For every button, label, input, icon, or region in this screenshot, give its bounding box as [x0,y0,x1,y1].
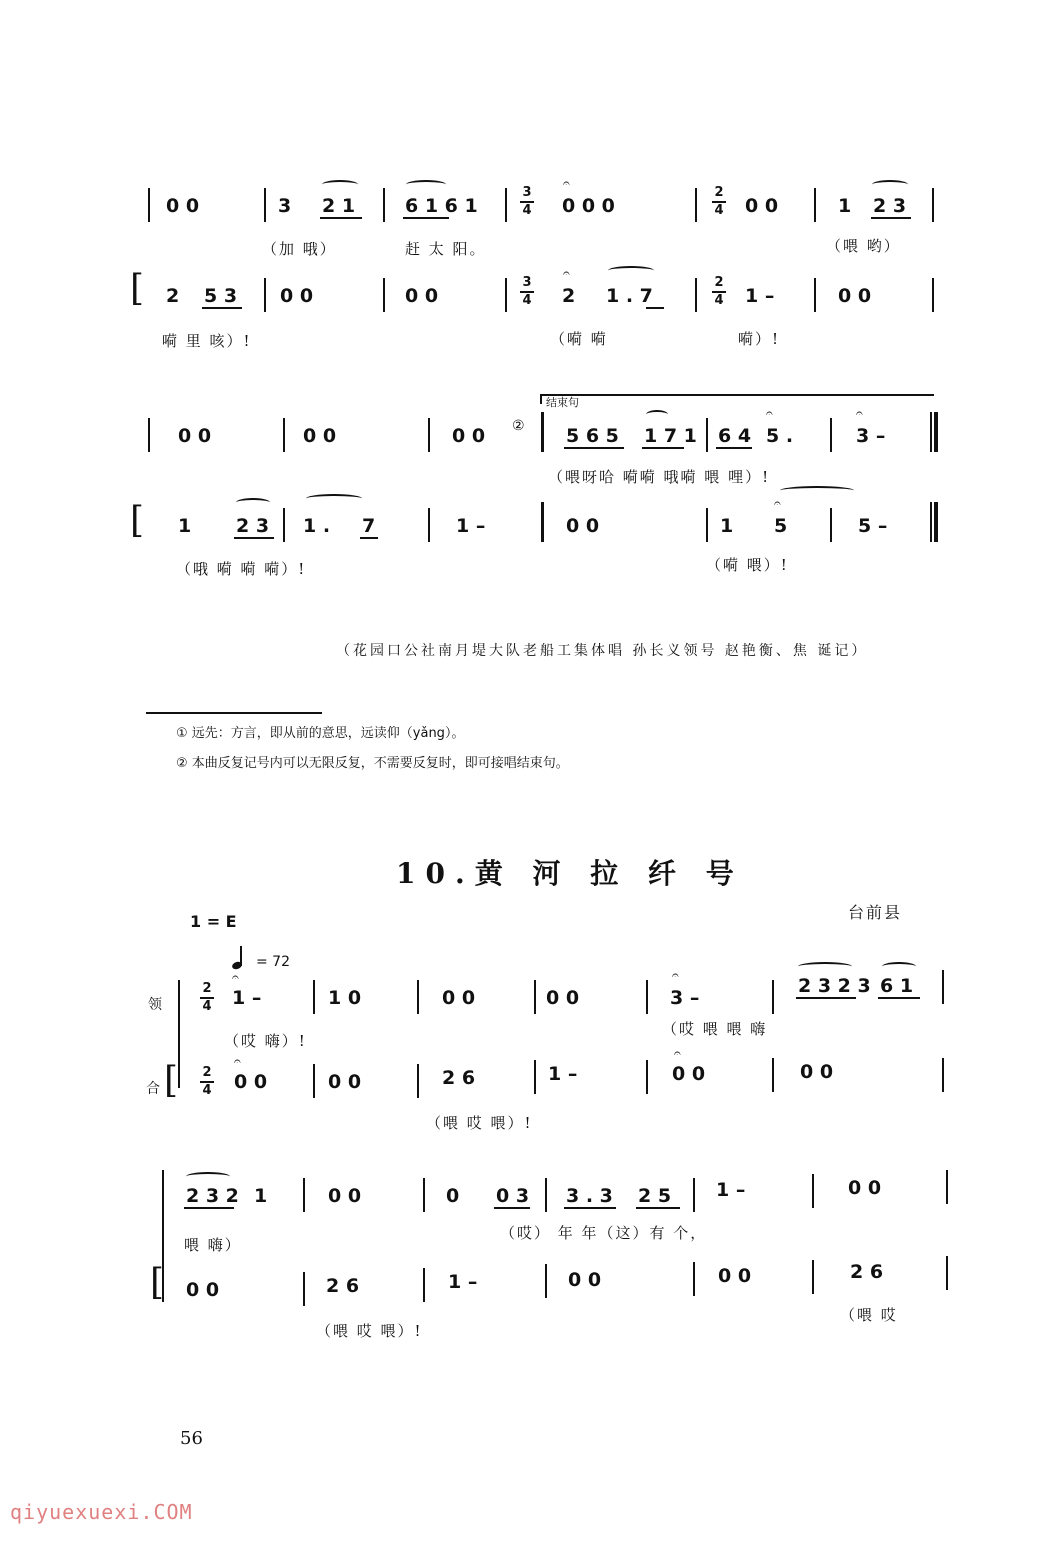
fermata-icon: 𝄐 [674,1046,681,1060]
note-group: 1 0 [328,987,362,1009]
slur [608,266,654,275]
barline [383,188,385,222]
system-bracket: [ [150,1262,165,1303]
barline [148,188,150,222]
note-group: 1 – [232,987,262,1009]
repeat-barline [541,412,544,452]
note-group: 1 [838,195,852,217]
barline [695,188,697,222]
lyric-line: 嗬）! [738,330,781,348]
note-group: 1 – [456,515,486,537]
note-group: 0 0 [303,425,337,447]
note-group: 1 [720,515,734,537]
lyric-line: 喂 嗨） [184,1236,242,1254]
song-origin-county: 台前县 [848,903,903,922]
lyric-line: （喂 哎 喂）! [316,1322,423,1340]
note-group: 3 – [670,987,700,1009]
note-group: 1 [254,1185,268,1207]
part-label-lead: 领 [148,997,164,1013]
note-group: 0 0 [452,425,486,447]
part-label-chorus: 合 [146,1081,162,1097]
performer-credit: （花园口公社南月堤大队老船工集体唱 孙长义领号 赵艳衡、焦 诞记） [336,643,869,659]
lyric-line: （喂 哟） [826,237,901,255]
final-barline [934,412,938,452]
footnote-mark: ② [512,418,525,434]
note-group: 3 – [856,425,886,447]
note-group: 0 0 [405,285,439,307]
note-group: 2 3 [236,515,270,537]
note-group: 1 – [548,1063,578,1085]
note-group: 2 3 2 3 [798,975,871,997]
fermata-icon: 𝄐 [766,406,773,420]
fermata-icon: 𝄐 [856,406,863,420]
note-group: 0 0 [442,987,476,1009]
note-group: 0 0 [718,1265,752,1287]
note-group: 5 – [858,515,888,537]
note-group: 1 [178,515,192,537]
note-group: 2 3 2 [186,1185,239,1207]
system-brace [178,980,180,1088]
note-group: 6 1 6 1 [405,195,478,217]
slur [236,498,270,507]
lyric-line: （加 哦） [262,240,337,258]
note-group: 0 0 [280,285,314,307]
quarter-note-icon [232,946,242,970]
slur [322,180,358,189]
lyric-line: （哎） 年 年（这）有 个， [500,1224,708,1242]
time-signature: 2 4 [712,186,726,218]
note-group: 1 . [303,515,331,537]
slur [882,962,916,971]
note-group: 2 [166,285,180,307]
footnote-divider [146,712,322,714]
note-group: 2 6 [442,1067,476,1089]
note-group: 0 0 [848,1177,882,1199]
lyric-line: （嗬 喂）! [706,556,789,574]
note-group: 0 0 [838,285,872,307]
note-group: 3 . 3 [566,1185,613,1207]
note-group: 5 6 5 [566,425,619,447]
note-group: 6 1 [880,975,914,997]
note-group: 1 – [448,1271,478,1293]
note-group: 0 3 [496,1185,530,1207]
fermata-icon: 𝄐 [232,970,239,984]
ending-label: 结束句 [546,396,579,409]
note-group: 1 – [716,1179,746,1201]
note-group: 1 – [745,285,775,307]
note-group: 2 [562,285,576,307]
note-group: 6 4 [718,425,752,447]
fermata-icon: 𝄐 [672,968,679,982]
ending-bracket [540,394,934,396]
note-group: 2 1 [322,195,356,217]
time-signature: 2 4 [200,982,214,1014]
footnote-1: ① 远先：方言，即从前的意思，远读仰（yǎng）。 [176,726,465,741]
note-group: 0 0 [328,1185,362,1207]
fermata-icon: 𝄐 [563,266,570,280]
lyric-line: （哦 嗬 嗬 嗬）! [176,560,307,578]
slur [872,180,908,189]
page-number: 56 [180,1428,203,1449]
time-signature: 3 4 [520,186,534,218]
note-group: 0 0 [546,987,580,1009]
note-group: 1 7 1 [644,425,697,447]
slur [798,962,852,971]
time-signature: 3 4 [520,276,534,308]
barline [932,188,934,222]
fermata-icon: 𝄐 [774,496,781,510]
song-title: 10.黄 河 拉 纤 号 [396,857,744,890]
note-group: 5 3 [204,285,238,307]
lyric-line: 赶 太 阳。 [405,240,487,258]
lyric-line: （喂呀哈 嗬嗬 哦嗬 喂 哩）! [548,468,771,486]
note-group: 3 [278,195,292,217]
lyric-line: （哎 喂 喂 嗨 [662,1020,768,1038]
lyric-line: （嗬 嗬 [550,330,608,348]
fermata-icon: 𝄐 [234,1054,241,1068]
lyric-line: （哎 嗨）! [224,1032,307,1050]
time-signature: 2 4 [712,276,726,308]
slur [406,180,446,189]
note-group: 5 [774,515,788,537]
note-group: 0 0 [568,1269,602,1291]
barline [814,188,816,222]
note-group: 2 6 [326,1275,360,1297]
lyric-line: （喂 哎 [840,1306,898,1324]
note-group: 0 0 [672,1063,706,1085]
key-signature: 1 = E [190,912,237,931]
note-group: 0 0 [178,425,212,447]
note-group: 0 0 [328,1071,362,1093]
note-group: 7 [362,515,376,537]
site-watermark: qiyuexuexi.COM [10,1500,193,1524]
barline [264,188,266,222]
note-group: 0 0 [166,195,200,217]
note-group: 0 0 [745,195,779,217]
note-group: 0 [446,1185,460,1207]
fermata-icon: 𝄐 [563,176,570,190]
system-bracket: [ [130,268,145,309]
note-group: 2 3 [873,195,907,217]
note-group: 0 0 [566,515,600,537]
slur [306,494,362,503]
tempo-marking: = 72 [256,954,290,970]
slur [186,1172,230,1181]
note-group: 0 0 [800,1061,834,1083]
tie [780,486,854,495]
note-group: 0 0 0 [562,195,615,217]
lyric-line: 嗬 里 咳）! [162,332,252,350]
note-group: 1 . 7 [606,285,653,307]
note-group: 0 0 [186,1279,220,1301]
footnote-2: ② 本曲反复记号内可以无限反复，不需要反复时，即可接唱结束句。 [176,756,569,771]
system-bracket: [ [130,500,145,541]
note-group: 2 5 [638,1185,672,1207]
system-bracket: [ [164,1060,179,1101]
slur [646,410,668,419]
note-group: 5 . [766,425,794,447]
lyric-line: （喂 哎 喂）! [426,1114,533,1132]
note-group: 0 0 [234,1071,268,1093]
time-signature: 2 4 [200,1066,214,1098]
note-group: 2 6 [850,1261,884,1283]
barline [505,188,507,222]
